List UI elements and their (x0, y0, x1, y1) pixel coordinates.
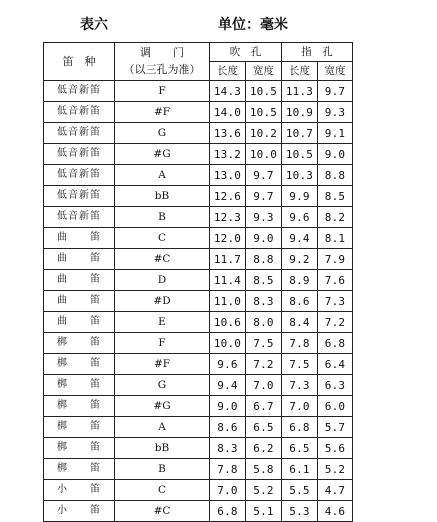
cell-finger-width: 4.6 (318, 501, 353, 522)
cell-instrument: 曲 笛 (44, 228, 115, 249)
cell-blow-length: 10.6 (210, 312, 246, 333)
cell-finger-length: 10.7 (282, 123, 318, 144)
cell-key: #G (115, 396, 210, 417)
cell-finger-width: 9.0 (318, 144, 353, 165)
header-instrument: 笛 种 (44, 43, 115, 81)
cell-key: #F (115, 354, 210, 375)
cell-blow-width: 9.7 (246, 165, 282, 186)
cell-blow-width: 6.2 (246, 438, 282, 459)
cell-blow-width: 8.8 (246, 249, 282, 270)
cell-finger-width: 8.1 (318, 228, 353, 249)
cell-key: F (115, 333, 210, 354)
cell-instrument: 曲 笛 (44, 270, 115, 291)
cell-instrument: 小 笛 (44, 480, 115, 501)
table-row (44, 102, 353, 123)
cell-key: B (115, 459, 210, 480)
cell-key: G (115, 375, 210, 396)
cell-finger-width: 6.4 (318, 354, 353, 375)
cell-blow-length: 6.8 (210, 501, 246, 522)
cell-key: #C (115, 501, 210, 522)
cell-finger-length: 11.3 (282, 81, 318, 102)
cell-instrument: 梆 笛 (44, 333, 115, 354)
cell-finger-length: 10.9 (282, 102, 318, 123)
cell-finger-length: 7.3 (282, 375, 318, 396)
cell-finger-width: 5.6 (318, 438, 353, 459)
cell-blow-length: 7.8 (210, 459, 246, 480)
cell-blow-length: 11.4 (210, 270, 246, 291)
header-key-line1: 调 门 (140, 46, 184, 59)
cell-finger-length: 8.9 (282, 270, 318, 291)
cell-blow-length: 9.4 (210, 375, 246, 396)
cell-finger-length: 9.9 (282, 186, 318, 207)
table-row (44, 501, 353, 522)
cell-blow-length: 13.6 (210, 123, 246, 144)
cell-instrument: 曲 笛 (44, 291, 115, 312)
cell-blow-length: 8.3 (210, 438, 246, 459)
cell-finger-length: 5.5 (282, 480, 318, 501)
header-finger-width: 宽度 (318, 62, 353, 81)
cell-key: bB (115, 438, 210, 459)
header-blow-length: 长度 (210, 62, 246, 81)
cell-finger-width: 7.3 (318, 291, 353, 312)
cell-instrument: 梆 笛 (44, 375, 115, 396)
cell-instrument: 曲 笛 (44, 312, 115, 333)
table-row (44, 459, 353, 480)
cell-blow-width: 10.5 (246, 102, 282, 123)
cell-key: #C (115, 249, 210, 270)
cell-blow-length: 9.0 (210, 396, 246, 417)
cell-finger-width: 6.8 (318, 333, 353, 354)
cell-finger-width: 8.8 (318, 165, 353, 186)
cell-key: #D (115, 291, 210, 312)
cell-instrument: 低音新笛 (44, 186, 115, 207)
cell-blow-length: 8.6 (210, 417, 246, 438)
cell-finger-width: 7.2 (318, 312, 353, 333)
cell-blow-length: 13.2 (210, 144, 246, 165)
cell-finger-length: 10.3 (282, 165, 318, 186)
cell-finger-width: 8.5 (318, 186, 353, 207)
table-body (44, 81, 353, 522)
cell-finger-length: 8.6 (282, 291, 318, 312)
cell-finger-width: 7.6 (318, 270, 353, 291)
cell-blow-width: 7.0 (246, 375, 282, 396)
table-row (44, 123, 353, 144)
cell-key: G (115, 123, 210, 144)
cell-finger-length: 7.0 (282, 396, 318, 417)
cell-instrument: 低音新笛 (44, 123, 115, 144)
table-row (44, 438, 353, 459)
cell-instrument: 低音新笛 (44, 144, 115, 165)
cell-instrument: 低音新笛 (44, 102, 115, 123)
cell-finger-width: 4.7 (318, 480, 353, 501)
cell-finger-width: 5.2 (318, 459, 353, 480)
table-row (44, 165, 353, 186)
table-row (44, 312, 353, 333)
cell-blow-length: 11.7 (210, 249, 246, 270)
cell-key: #G (115, 144, 210, 165)
cell-blow-width: 8.3 (246, 291, 282, 312)
cell-blow-width: 8.5 (246, 270, 282, 291)
table-row (44, 480, 353, 501)
header-key (115, 43, 210, 81)
cell-blow-width: 9.7 (246, 186, 282, 207)
table-row (44, 375, 353, 396)
cell-blow-width: 10.0 (246, 144, 282, 165)
cell-key: C (115, 480, 210, 501)
cell-instrument: 梆 笛 (44, 417, 115, 438)
cell-blow-width: 10.5 (246, 81, 282, 102)
cell-finger-width: 9.7 (318, 81, 353, 102)
cell-key: B (115, 207, 210, 228)
cell-key: bB (115, 186, 210, 207)
cell-blow-width: 5.2 (246, 480, 282, 501)
cell-blow-width: 5.8 (246, 459, 282, 480)
cell-key: F (115, 81, 210, 102)
cell-blow-width: 5.1 (246, 501, 282, 522)
cell-finger-length: 9.2 (282, 249, 318, 270)
header-finger-length: 长度 (282, 62, 318, 81)
cell-blow-length: 11.0 (210, 291, 246, 312)
cell-instrument: 低音新笛 (44, 81, 115, 102)
cell-finger-length: 8.4 (282, 312, 318, 333)
table-row (44, 333, 353, 354)
cell-finger-length: 7.5 (282, 354, 318, 375)
table-row (44, 144, 353, 165)
cell-blow-width: 8.0 (246, 312, 282, 333)
cell-key: D (115, 270, 210, 291)
cell-finger-length: 5.3 (282, 501, 318, 522)
header-blow-width: 宽度 (246, 62, 282, 81)
table-row (44, 81, 353, 102)
cell-blow-length: 13.0 (210, 165, 246, 186)
cell-blow-width: 9.3 (246, 207, 282, 228)
cell-blow-width: 7.2 (246, 354, 282, 375)
table-row (44, 291, 353, 312)
cell-instrument: 梆 笛 (44, 396, 115, 417)
cell-finger-width: 6.3 (318, 375, 353, 396)
cell-finger-length: 9.6 (282, 207, 318, 228)
cell-finger-width: 7.9 (318, 249, 353, 270)
table-row (44, 417, 353, 438)
table-row (44, 270, 353, 291)
table-caption: 表六 (80, 17, 108, 33)
cell-finger-length: 9.4 (282, 228, 318, 249)
cell-blow-width: 6.5 (246, 417, 282, 438)
table-row (44, 396, 353, 417)
cell-blow-width: 10.2 (246, 123, 282, 144)
cell-blow-width: 6.7 (246, 396, 282, 417)
cell-instrument: 梆 笛 (44, 438, 115, 459)
cell-blow-width: 9.0 (246, 228, 282, 249)
cell-blow-length: 14.0 (210, 102, 246, 123)
cell-finger-width: 9.3 (318, 102, 353, 123)
flute-dimensions-table (43, 42, 353, 522)
header-blow-hole: 吹 孔 (210, 43, 282, 62)
header-key-line2: （以三孔为准） (123, 62, 201, 76)
table-row (44, 354, 353, 375)
cell-finger-length: 10.5 (282, 144, 318, 165)
unit-caption: 单位：毫米 (218, 17, 288, 33)
cell-key: C (115, 228, 210, 249)
cell-instrument: 梆 笛 (44, 459, 115, 480)
cell-blow-length: 9.6 (210, 354, 246, 375)
cell-instrument: 曲 笛 (44, 249, 115, 270)
cell-key: #F (115, 102, 210, 123)
cell-instrument: 低音新笛 (44, 207, 115, 228)
cell-finger-width: 6.0 (318, 396, 353, 417)
cell-blow-length: 12.6 (210, 186, 246, 207)
cell-blow-width: 7.5 (246, 333, 282, 354)
cell-finger-width: 9.1 (318, 123, 353, 144)
cell-finger-length: 6.1 (282, 459, 318, 480)
cell-blow-length: 12.3 (210, 207, 246, 228)
cell-instrument: 低音新笛 (44, 165, 115, 186)
table-row (44, 186, 353, 207)
cell-key: E (115, 312, 210, 333)
cell-key: A (115, 417, 210, 438)
cell-instrument: 小 笛 (44, 501, 115, 522)
cell-finger-length: 6.5 (282, 438, 318, 459)
cell-finger-width: 5.7 (318, 417, 353, 438)
header-finger-hole: 指 孔 (282, 43, 353, 62)
cell-blow-length: 10.0 (210, 333, 246, 354)
table-row (44, 249, 353, 270)
cell-finger-width: 8.2 (318, 207, 353, 228)
cell-key: A (115, 165, 210, 186)
cell-blow-length: 12.0 (210, 228, 246, 249)
table-row (44, 207, 353, 228)
table-row (44, 228, 353, 249)
cell-finger-length: 6.8 (282, 417, 318, 438)
cell-blow-length: 14.3 (210, 81, 246, 102)
cell-blow-length: 7.0 (210, 480, 246, 501)
cell-instrument: 梆 笛 (44, 354, 115, 375)
cell-finger-length: 7.8 (282, 333, 318, 354)
